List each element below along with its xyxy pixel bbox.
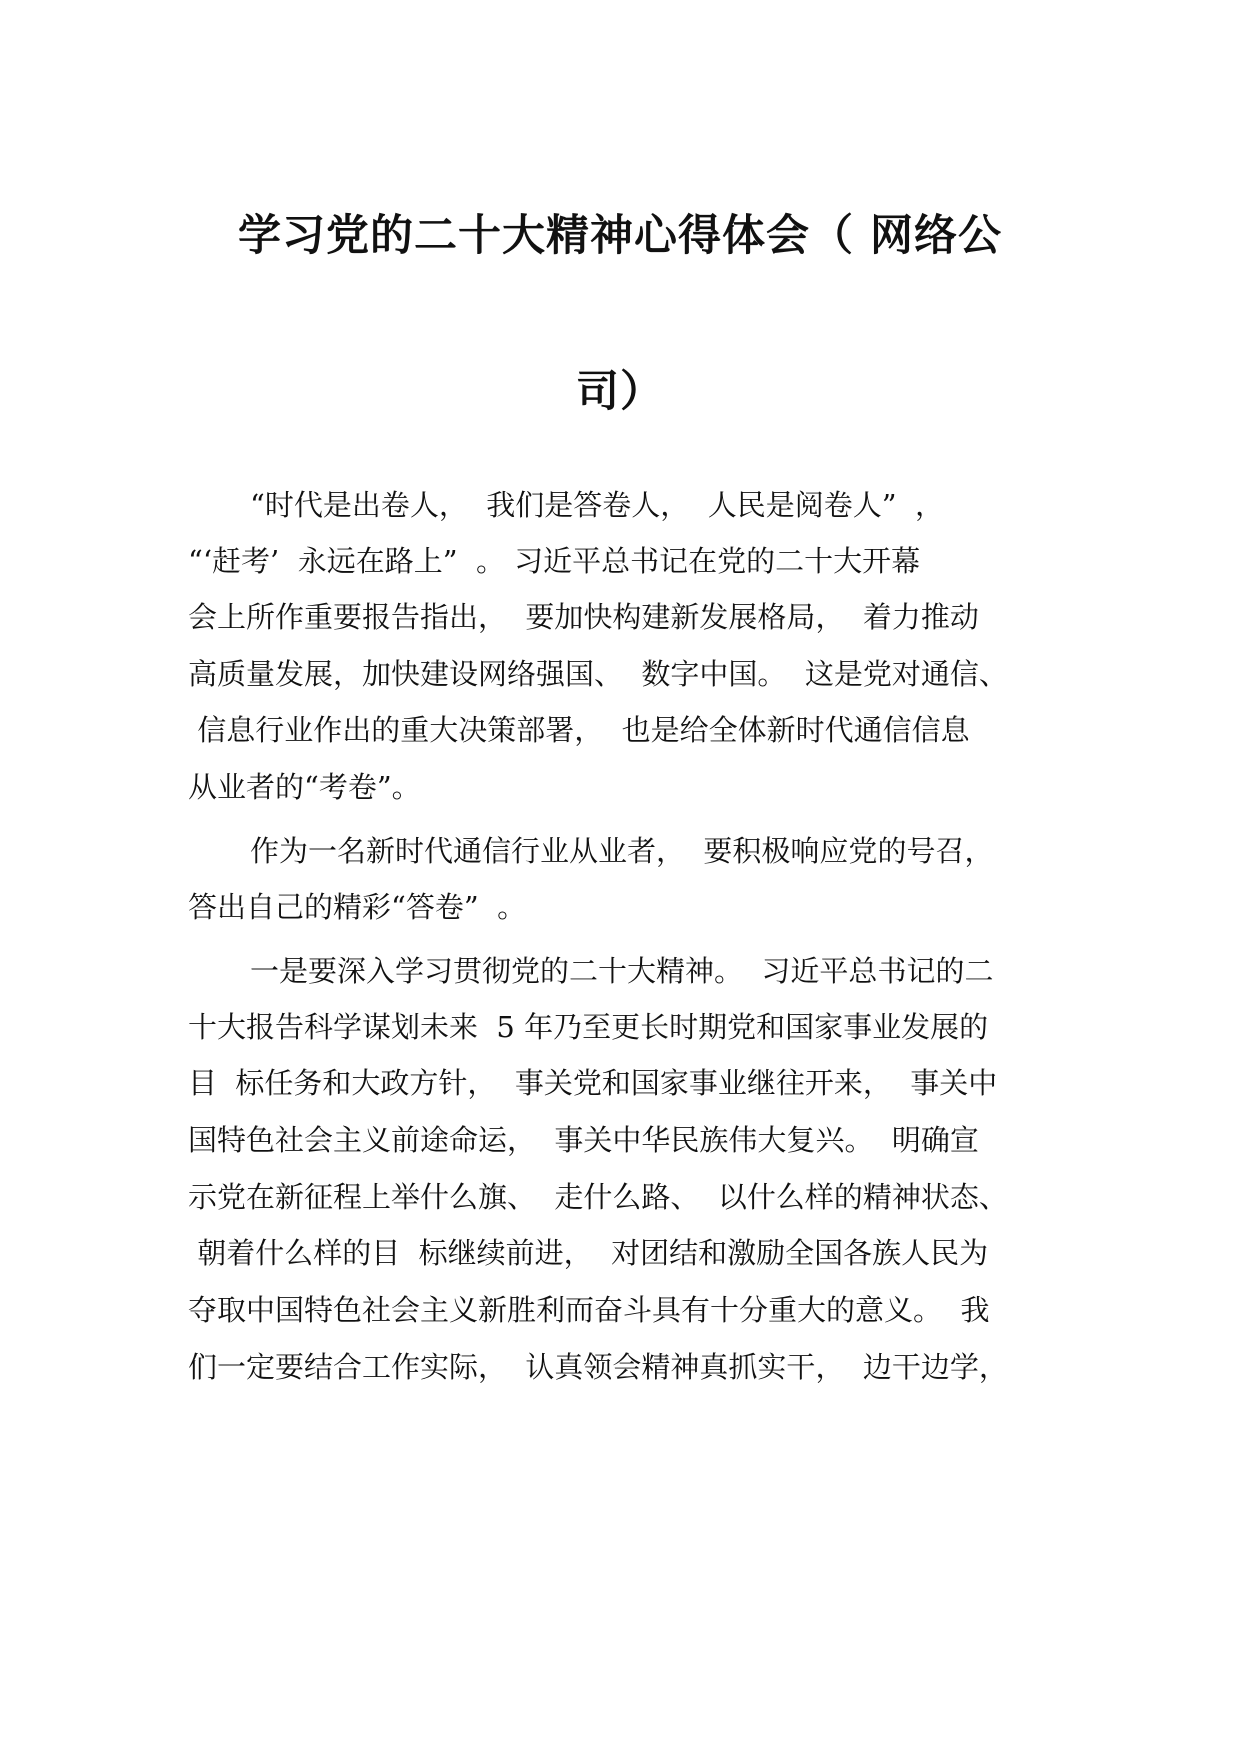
paragraph-3-line-8: 们一定要结合工作实际， 认真领会精神真抓实干， 边干边学， [188, 1350, 1008, 1384]
paragraph-3-line-2: 十大报告科学谋划未来 5 年乃至更长时期党和国家事业发展的 [188, 1010, 989, 1044]
paragraph-3-line-3: 目 标任务和大政方针， 事关党和国家事业继往开来， 事关中 [188, 1066, 998, 1100]
paragraph-1-line-3: 会上所作重要报告指出， 要加快构建新发展格局， 着力推动 [188, 600, 979, 634]
paragraph-3-line-4: 国特色社会主义前途命运， 事关中华民族伟大复兴。 明确宣 [188, 1123, 979, 1157]
paragraph-2-line-2: 答出自己的精彩“答卷” 。 [188, 890, 527, 924]
paragraph-1-line-1: “时代是出卷人， 我们是答卷人， 人民是阅卷人” ， [250, 488, 944, 522]
paragraph-1-line-5: 信息行业作出的重大决策部署， 也是给全体新时代通信信息 [188, 713, 970, 747]
paragraph-1-line-6: 从业者的“考卷”。 [188, 770, 421, 804]
paragraph-3-line-1: 一是要深入学习贯彻党的二十大精神。 习近平总书记的二 [250, 954, 994, 988]
paragraph-3-line-7: 夺取中国特色社会主义新胜利而奋斗具有十分重大的意义。 我 [188, 1293, 990, 1327]
paragraph-3-line-5: 示党在新征程上举什么旗、 走什么路、 以什么样的精神状态、 [188, 1180, 1008, 1214]
paragraph-2-line-1: 作为一名新时代通信行业从业者， 要积极响应党的号召， [250, 834, 994, 868]
paragraph-3-line-6: 朝着什么样的目 标继续前进， 对团结和激励全国各族人民为 [188, 1236, 989, 1270]
paragraph-1-line-4: 高质量发展，加快建设网络强国、 数字中国。 这是党对通信、 [188, 657, 1008, 691]
document-title-line-1: 学习党的二十大精神心得体会（ 网络公 [238, 211, 1002, 261]
paragraph-1-line-2: “‘赶考’ 永远在路上” 。 习近平总书记在党的二十大开幕 [188, 544, 921, 578]
document-title-line-2: 司） [576, 367, 664, 417]
